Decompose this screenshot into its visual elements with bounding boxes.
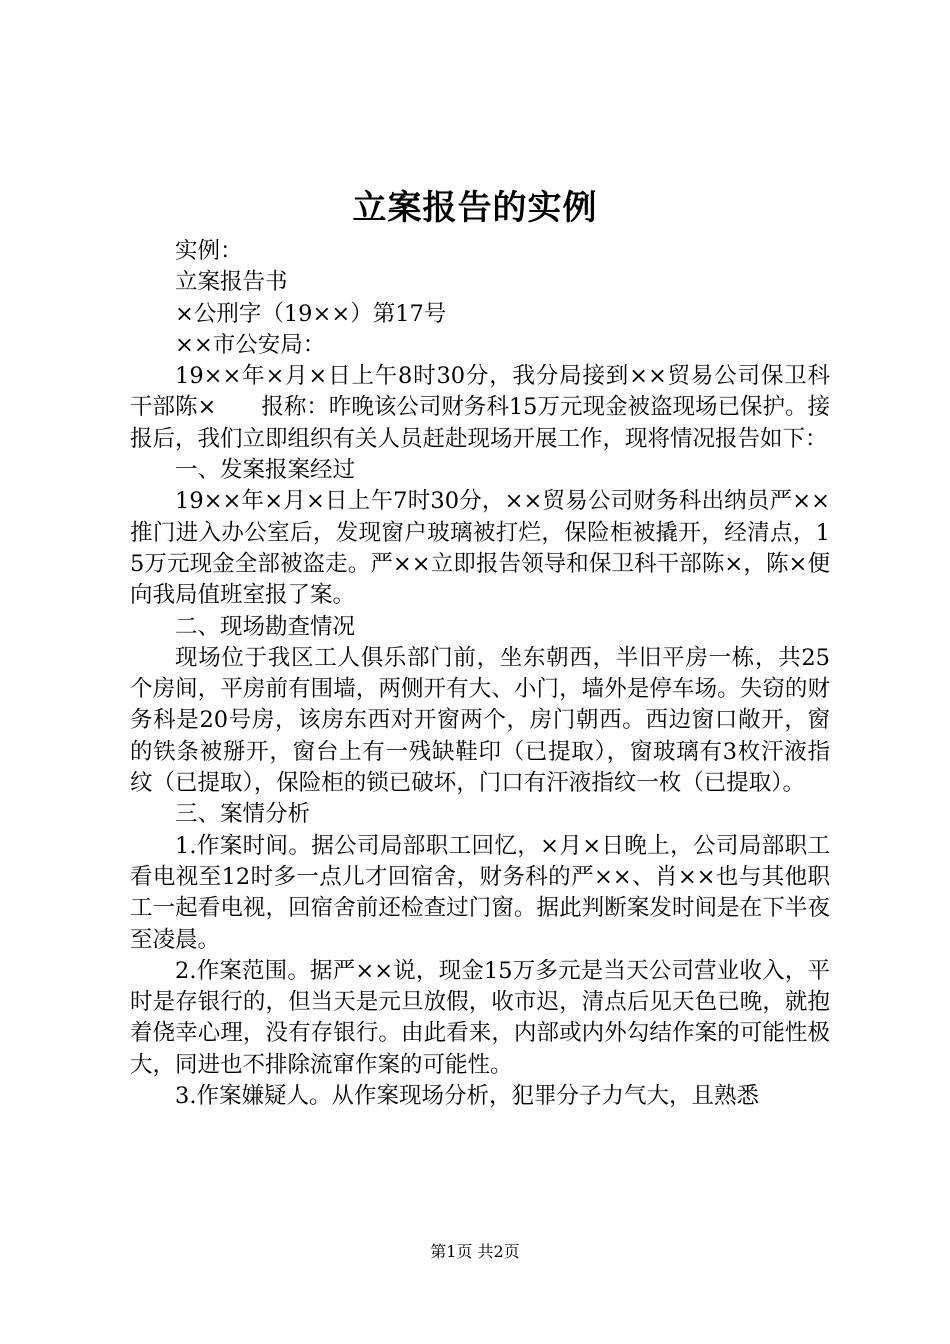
paragraph-report-heading: 立案报告书 (175, 269, 288, 296)
paragraph-analysis-scope: 2.作案范围。据严××说，现金15万多元是当天公司营业收入，平时是存银行的，但当天是元旦放假，收市迟，清点后见天色已晚，就抱着侥幸心理，没有存银行。由此看来，内部或内外勾结作案的可能性极大，同进也不排除流窜作案的可能性。 (130, 957, 830, 1078)
paragraph-analysis-suspect: 3.作案嫌疑人。从作案现场分析，犯罪分子力气大，且熟悉 (175, 1083, 759, 1110)
paragraph-recipient: ××市公安局： (175, 331, 326, 358)
section-heading-1: 一、发案报案经过 (175, 457, 356, 484)
paragraph-example-label: 实例： (175, 238, 243, 264)
paragraph-incident: 19××年×月×日上午7时30分，××贸易公司财务科出纳员严××推门进入办公室后，发现窗户玻璃被打烂，保险柜被撬开，经清点，15万元现金全部被盗走。严××立即报告领导和保卫科干部陈×，陈×便向我局值班室报了案。 (130, 488, 830, 609)
document-body (130, 236, 830, 1112)
paragraph-intro: 19××年×月×日上午8时30分，我分局接到××贸易公司保卫科干部陈× 报称：昨晚该公司财务科15万元现金被盗现场已保护。接报后，我们立即组织有关人员赶赴现场开展工作，现将情况报告如下： (130, 363, 830, 452)
paragraph-analysis-time: 1.作案时间。据公司局部职工回忆，×月×日晚上，公司局部职工看电视至12时多一点儿才回宿舍，财务科的严××、肖××也与其他职工一起看电视，回宿舍前还检查过门窗。据此判断案发时间是在下半夜至凌晨。 (130, 832, 830, 953)
paragraph-scene: 现场位于我区工人俱乐部门前，坐东朝西，半旧平房一栋，共25个房间，平房前有围墙，两侧开有大、小门，墙外是停车场。失窃的财务科是20号房，该房东西对开窗两个，房门朝西。西边窗口敞开，窗的铁条被掰开，窗台上有一残缺鞋印（已提取），窗玻璃有3枚汗液指纹（已提取），保险柜的锁已破坏，门口有汗液指纹一枚（已提取）。 (130, 644, 830, 797)
page-footer: 第1页 共2页 (430, 1242, 520, 1261)
section-heading-2: 二、现场勘查情况 (175, 613, 356, 640)
paragraph-document-number: ×公刑字（19××）第17号 (175, 300, 447, 327)
section-heading-3: 三、案情分析 (175, 801, 311, 828)
document-title: 立案报告的实例 (352, 188, 598, 228)
